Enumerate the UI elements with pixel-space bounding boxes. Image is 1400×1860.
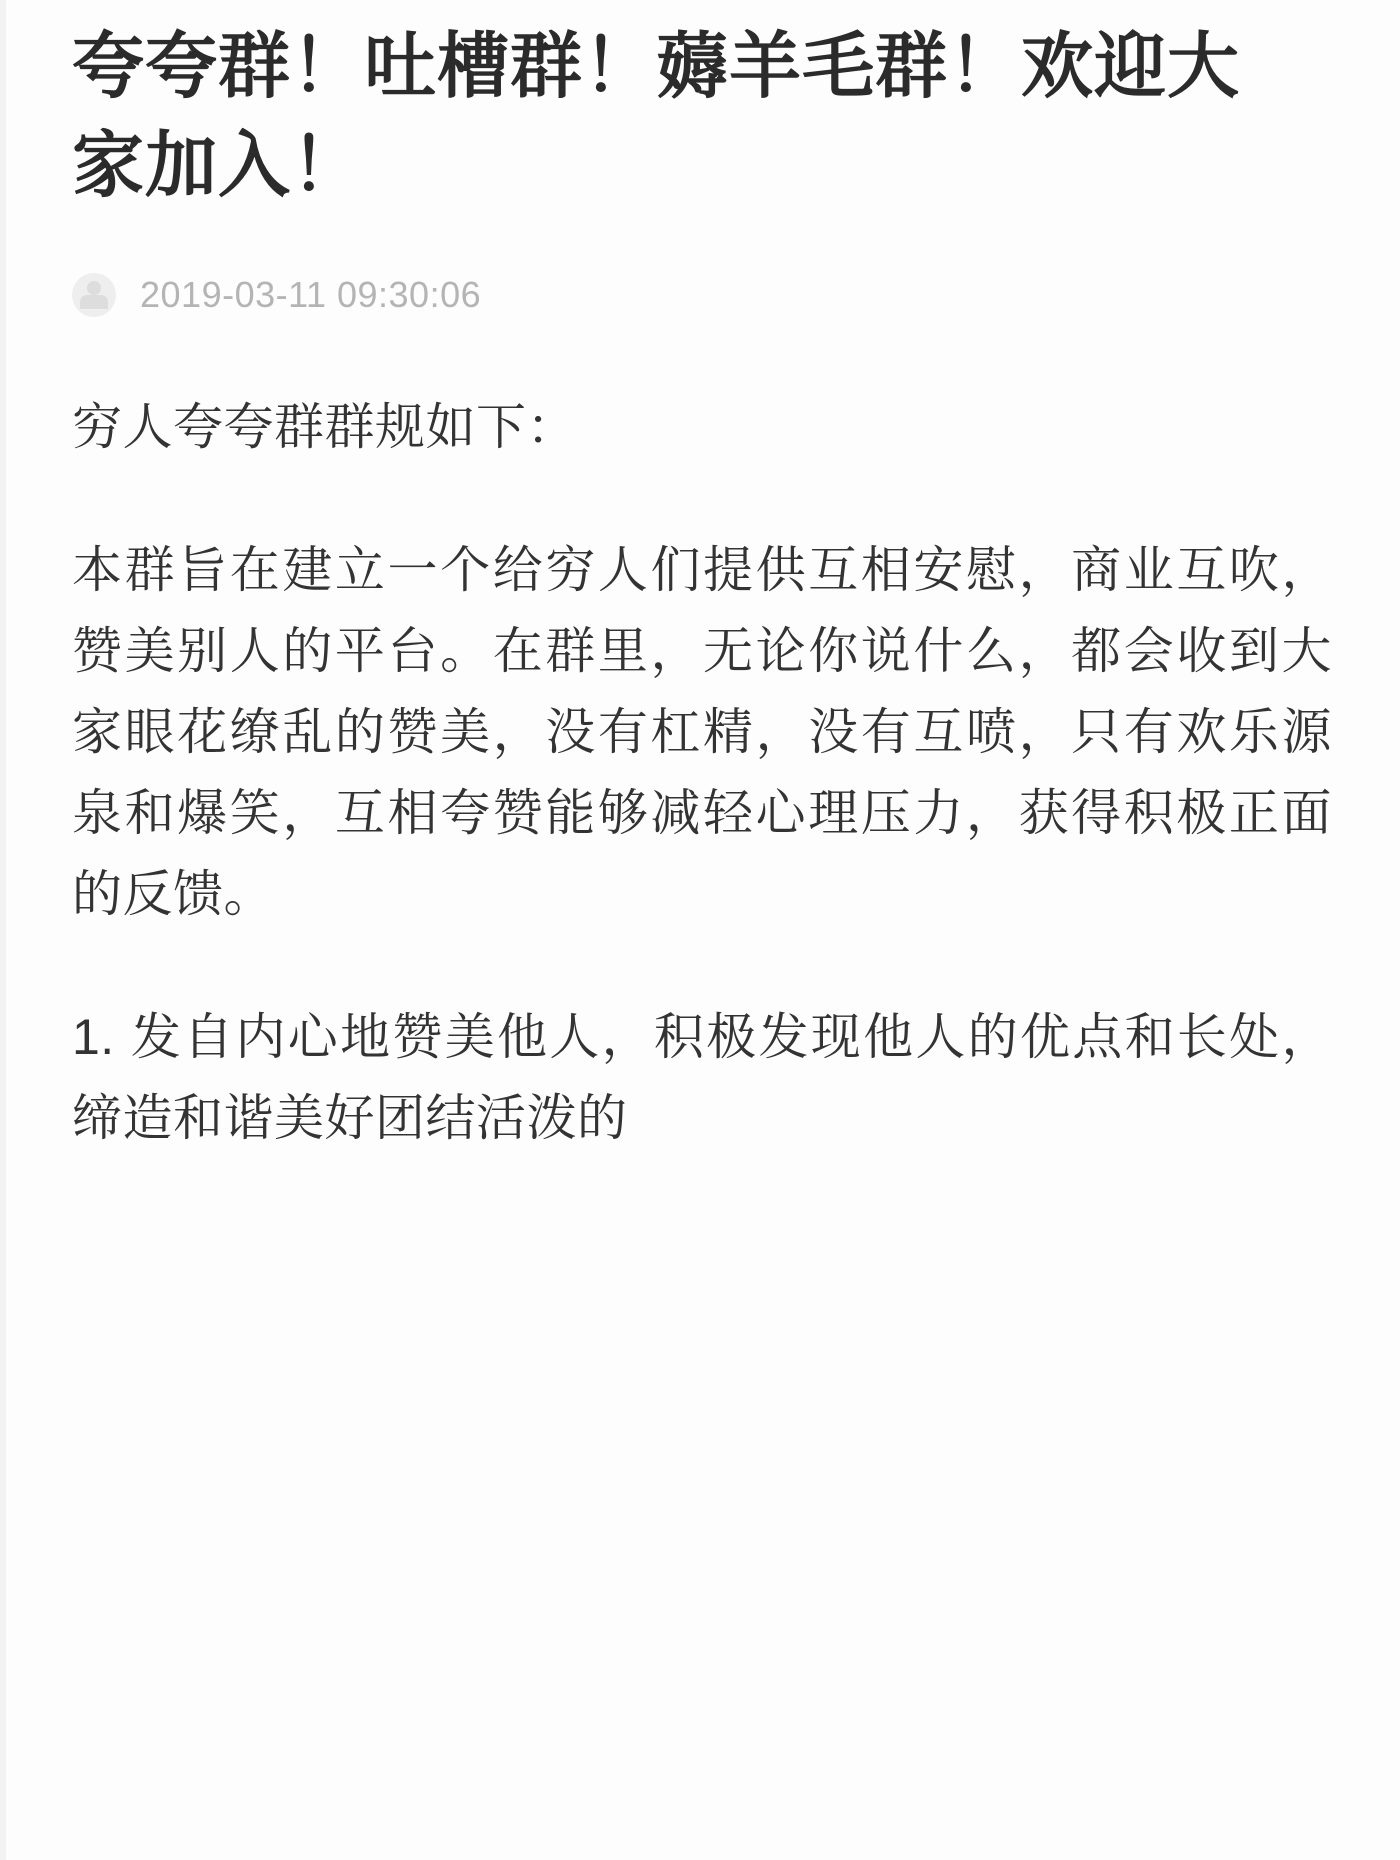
- page-title: 夸夸群！吐槽群！薅羊毛群！欢迎大家加入！: [72, 27, 1241, 207]
- paragraph: 1. 发自内心地赞美他人，积极发现他人的优点和长处，缔造和谐美好团结活泼的: [72, 1008, 1332, 1146]
- publish-timestamp: 2019-03-11 09:30:06: [140, 273, 482, 315]
- paragraph: 穷人夸夸群群规如下：: [72, 398, 577, 455]
- article-body: [72, 387, 1332, 1159]
- page-left-edge: [0, 0, 6, 1860]
- article-container: [72, 0, 1332, 1159]
- article-meta: [72, 269, 1332, 321]
- paragraph: 本群旨在建立一个给穷人们提供互相安慰，商业互吹，赞美别人的平台。在群里，无论你说什么，都会收到大家眼花缭乱的赞美，没有杠精，没有互喷，只有欢乐源泉和爆笑，互相夸赞能够减轻心理压力，获得积极正面的反馈。: [72, 541, 1332, 922]
- avatar-placeholder-icon: [72, 273, 116, 317]
- bottom-fade: [0, 1820, 1400, 1860]
